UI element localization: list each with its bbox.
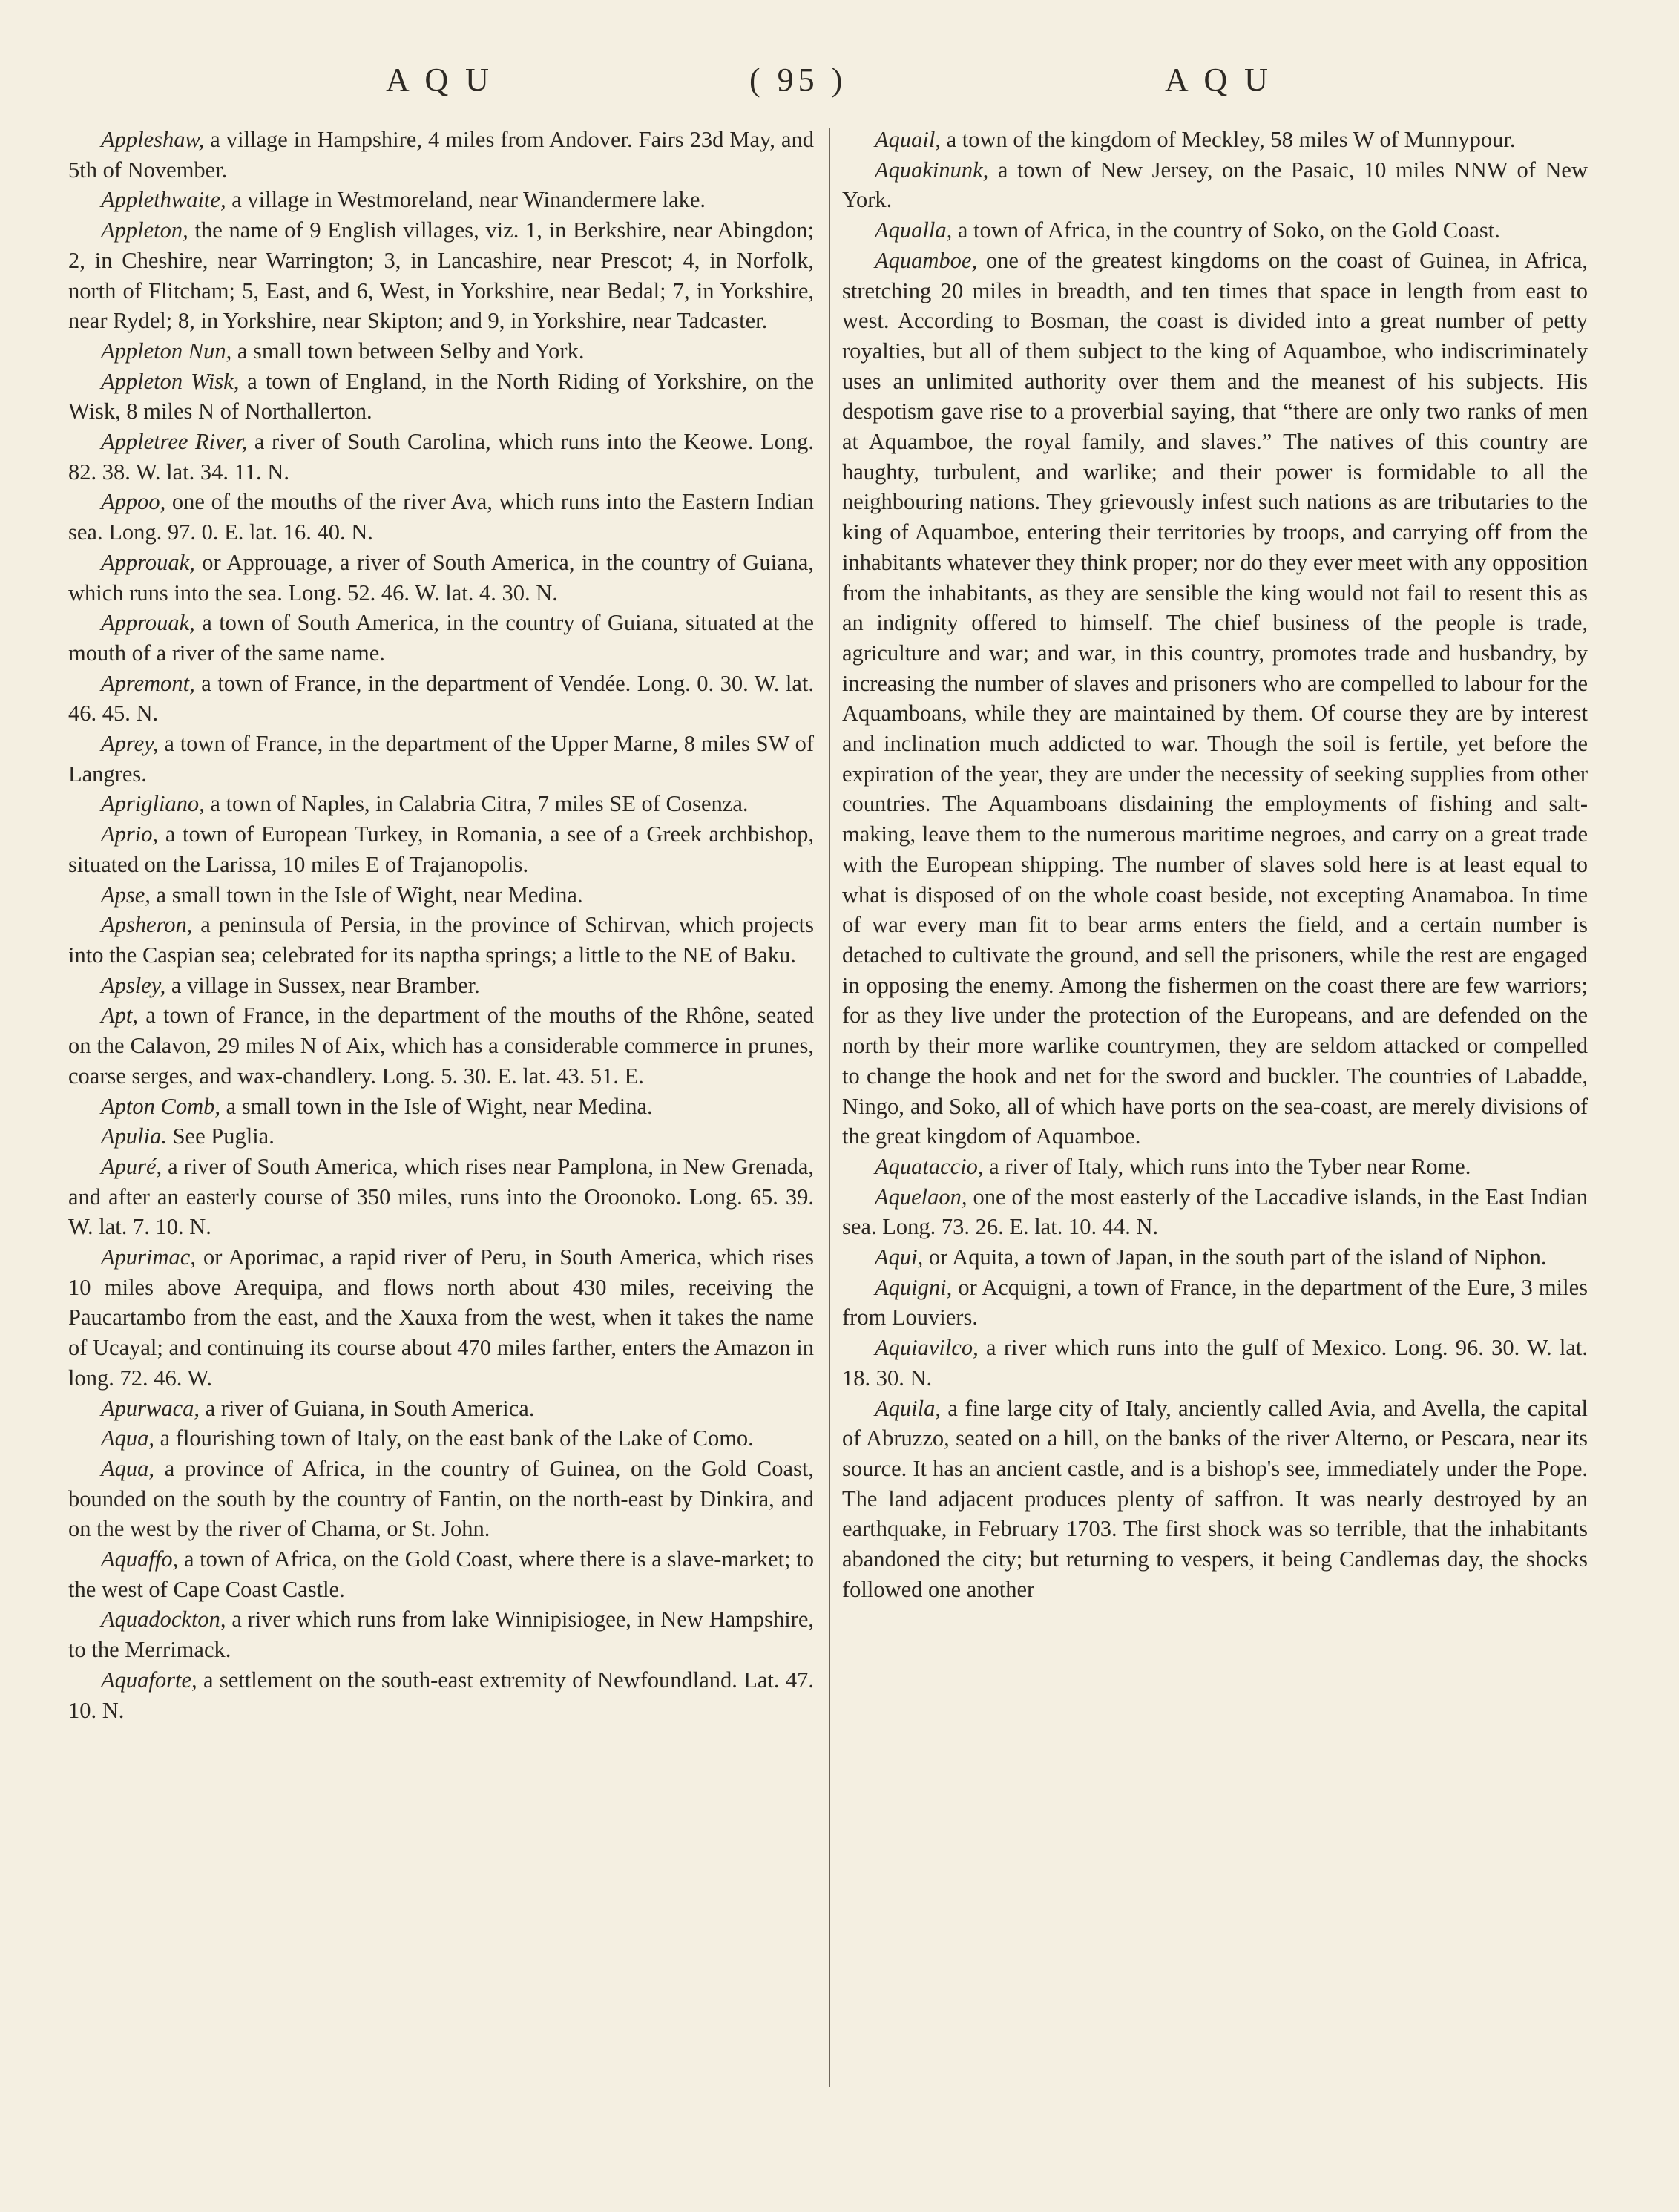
gazetteer-entry — [68, 487, 814, 547]
gazetteer-entry — [842, 1182, 1588, 1242]
entry-headword: Apremont, — [101, 670, 195, 696]
gazetteer-entry — [68, 1423, 814, 1454]
entry-headword: Applethwaite, — [101, 187, 226, 213]
entry-headword: Aqualla, — [875, 217, 953, 243]
gazetteer-entry — [68, 125, 814, 185]
gazetteer-entry — [842, 1152, 1588, 1182]
entry-text: a town of Naples, in Calabria Citra, 7 miles SE of Cosenza. — [204, 791, 749, 817]
entry-headword: Apuré, — [101, 1153, 162, 1179]
entry-headword: Approuak, — [101, 610, 195, 636]
entry-headword: Aquaffo, — [101, 1546, 179, 1572]
gazetteer-entry — [842, 155, 1588, 215]
right-column — [842, 125, 1588, 1604]
gazetteer-entry — [842, 215, 1588, 246]
entry-text: a province of Africa, in the country of Guinea, on the Gold Coast, bounded on the south by the country of Fantin, on the north-east by Dinkira, and on the west by the river of Chama, or St. John. — [68, 1455, 814, 1542]
page-number: ( 95 ) — [749, 62, 847, 98]
entry-text: a town of France, in the department of the mouths of the Rhône, seated on the Calavon, 29 miles N of Aix, which has a considerable commerce in prunes, coarse serges, and wax-chandlery. Long. 5. 30. E. lat. 43. 51. E. — [68, 1002, 814, 1089]
gazetteer-entry — [68, 548, 814, 608]
entry-text: a river which runs from lake Winnipisiogee, in New Hampshire, to the Merrimack. — [68, 1607, 814, 1663]
entry-headword: Aquakinunk, — [875, 157, 989, 183]
entry-text: a village in Westmoreland, near Winandermere lake. — [226, 187, 706, 213]
entry-headword: Apurimac, — [101, 1244, 196, 1270]
entry-headword: Approuak, — [101, 549, 195, 575]
gazetteer-entry — [68, 1394, 814, 1424]
entry-headword: Appleton Wisk, — [101, 368, 240, 394]
entry-text: a town of England, in the North Riding of Yorkshire, on the Wisk, 8 miles N of Northallerton. — [68, 368, 814, 424]
gazetteer-entry — [68, 1604, 814, 1664]
entry-text: a town of France, in the department of the Upper Marne, 8 miles SW of Langres. — [68, 731, 814, 787]
left-column — [68, 125, 814, 1725]
entry-headword: Apurwaca, — [101, 1395, 200, 1421]
entry-text: a river which runs into the gulf of Mexico. Long. 96. 30. W. lat. 18. 30. N. — [842, 1335, 1588, 1391]
gazetteer-entry — [68, 1454, 814, 1544]
entry-text: one of the most easterly of the Laccadive islands, in the East Indian sea. Long. 73. 26. E. lat. 10. 44. N. — [842, 1184, 1588, 1240]
entry-text: a town of South America, in the country of Guiana, situated at the mouth of a river of the same name. — [68, 610, 814, 666]
entry-text: or Aquita, a town of Japan, in the south part of the island of Niphon. — [923, 1244, 1547, 1270]
entry-text: a town of France, in the department of Vendée. Long. 0. 30. W. lat. 46. 45. N. — [68, 670, 814, 726]
entry-headword: Appleshaw, — [101, 127, 205, 152]
entry-headword: Aqua, — [101, 1425, 155, 1451]
gazetteer-entry — [842, 246, 1588, 1152]
entry-headword: Aprey, — [101, 731, 159, 757]
entry-headword: Aquadockton, — [101, 1607, 226, 1632]
entry-text: a settlement on the south-east extremity of Newfoundland. Lat. 47. 10. N. — [68, 1667, 814, 1723]
entry-text: a town of New Jersey, on the Pasaic, 10 miles NNW of New York. — [842, 157, 1588, 213]
gazetteer-entry — [68, 1544, 814, 1604]
entry-text: a small town in the Isle of Wight, near Medina. — [220, 1093, 653, 1119]
header-left: A Q U — [386, 62, 493, 98]
entry-text: a small town in the Isle of Wight, near Medina. — [150, 882, 583, 908]
entry-headword: Aquelaon, — [875, 1184, 967, 1210]
gazetteer-entry — [68, 1092, 814, 1122]
gazetteer-entry — [68, 427, 814, 487]
entry-headword: Aquigni, — [875, 1274, 953, 1300]
gazetteer-entry — [68, 1121, 814, 1152]
entry-headword: Aquataccio, — [875, 1153, 984, 1179]
header-right: A Q U — [1165, 62, 1272, 98]
entry-text: a village in Hampshire, 4 miles from Andover. Fairs 23d May, and 5th of November. — [68, 127, 814, 183]
entry-headword: Apt, — [101, 1002, 138, 1028]
entry-headword: Appoo, — [101, 489, 166, 515]
entry-text: a flourishing town of Italy, on the east bank of the Lake of Como. — [154, 1425, 754, 1451]
gazetteer-entry — [68, 880, 814, 910]
entry-text: a town of Africa, in the country of Soko, on the Gold Coast. — [952, 217, 1500, 243]
entry-text: or Approuage, a river of South America, in the country of Guiana, which runs into the sea. Long. 52. 46. W. lat. 4. 30. N. — [68, 549, 814, 605]
entry-headword: Aquail, — [875, 127, 941, 152]
entry-headword: Appleton Nun, — [101, 338, 232, 364]
entry-text: or Acquigni, a town of France, in the department of the Eure, 3 miles from Louviers. — [842, 1274, 1588, 1330]
entry-text: a town of the kingdom of Meckley, 58 miles W of Munnypour. — [940, 127, 1516, 152]
gazetteer-entry — [68, 608, 814, 668]
entry-headword: Aquila, — [875, 1395, 941, 1421]
entry-text: one of the greatest kingdoms on the coast of Guinea, in Africa, stretching 20 miles in breadth, and ten times that space in length from east to west. According to Bosman, the coast is divided into a great number of petty royalties, but all of them subject to the king of Aquamboe, who indiscriminately uses an unlimited authority over them and the meanest of his subjects. His despotism gave rise to a proverbial saying, that “there are only two ranks of men at Aquamboe, the royal family, and slaves.” The natives of this country are haughty, turbulent, and warlike; and their power is formidable to all the neighbouring nations. They grievously infest such nations as are tributaries to the king of Aquamboe, entering their territories by troops, and carrying off from the inhabitants whatever they think proper; nor do they ever meet with any opposition from the inhabitants, as they are sensible the king would not fail to resent this as an indignity offered to himself. The chief business of the people is trade, agriculture and war; and war, in this country, promotes trade and husbandry, by increasing the number of slaves and prisoners who are compelled to labour for the Aquamboans, while they are maintained by them. Of course they are by interest and inclination much addicted to war. Though the soil is fertile, yet before the expiration of the year, they are under the necessity of seeking supplies from other countries. The Aquamboans disdaining the employments of fishing and salt-making, leave them to the numerous maritime negroes, and carry on a great trade with the European shipping. The number of slaves sold here is at least equal to what is disposed of on the whole coast beside, not excepting Anamaboa. In time of war every man fit to bear arms enters the field, and a certain number is detached to cultivate the ground, and sell the prisoners, while the rest are engaged in opposing the enemy. Among the fishermen on the coast there are few warriors; for as they live under the protection of the Europeans, and are defended on the north by their more warlike countrymen, they are seldom attacked or compelled to change the hook and net for the sword and buckler. The countries of Labadde, Ningo, and Soko, all of which have ports on the sea-coast, are merely divisions of the great kingdom of Aquamboe. — [842, 247, 1588, 1149]
gazetteer-entry — [68, 1665, 814, 1725]
entry-text: a town of European Turkey, in Romania, a see of a Greek archbishop, situated on the Larissa, 10 miles E of Trajanopolis. — [68, 821, 814, 877]
gazetteer-entry — [68, 910, 814, 970]
gazetteer-entry — [68, 729, 814, 789]
entry-headword: Aprio, — [101, 821, 159, 847]
entry-headword: Appleton, — [101, 217, 188, 243]
column-divider — [829, 128, 830, 2087]
entry-text: a town of Africa, on the Gold Coast, where there is a slave-market; to the west of Cape Coast Castle. — [68, 1546, 814, 1602]
gazetteer-entry — [842, 1394, 1588, 1605]
entry-headword: Apse, — [101, 882, 151, 908]
entry-headword: Appletree River, — [101, 429, 248, 455]
gazetteer-entry — [842, 1273, 1588, 1333]
entry-headword: Aquaforte, — [101, 1667, 197, 1693]
entry-headword: Apton Comb, — [101, 1093, 220, 1119]
entry-text: a river of South Carolina, which runs into the Keowe. Long. 82. 38. W. lat. 34. 11. N. — [68, 429, 814, 485]
entry-text: a village in Sussex, near Bramber. — [165, 972, 480, 998]
gazetteer-entry — [68, 215, 814, 336]
entry-headword: Apsley, — [101, 972, 166, 998]
entry-headword: Apulia. — [101, 1123, 167, 1149]
entry-text: a river of South America, which rises near Pamplona, in New Grenada, and after an easterly course of 350 miles, runs into the Oroonoko. Long. 65. 39. W. lat. 7. 10. N. — [68, 1153, 814, 1240]
entry-text: or Aporimac, a rapid river of Peru, in South America, which rises 10 miles above Arequipa, and flows north about 430 miles, receiving the Paucartambo from the east, and the Xauxa from the west, when it takes the name of Ucayal; and continuing its course about 470 miles farther, enters the Amazon in long. 72. 46. W. — [68, 1244, 814, 1391]
gazetteer-entry — [68, 367, 814, 427]
gazetteer-entry — [68, 819, 814, 879]
entry-text: a river of Italy, which runs into the Tyber near Rome. — [983, 1153, 1471, 1179]
entry-text: a fine large city of Italy, anciently called Avia, and Avella, the capital of Abruzzo, seated on a hill, on the banks of the river Alterno, or Pescara, near its source. It has an ancient castle, and is a bishop's see, immediately under the Pope. The land adjacent produces plenty of saffron. It was nearly destroyed by an earthquake, in February 1703. The first shock was so terrible, that the inhabitants abandoned the city; but returning to vespers, it being Candlemas day, the shocks followed one another — [842, 1395, 1588, 1602]
entry-text: the name of 9 English villages, viz. 1, in Berkshire, near Abingdon; 2, in Cheshire, near Warrington; 3, in Lancashire, near Prescot; 4, in Norfolk, north of Flitcham; 5, East, and 6, West, in Yorkshire, near Bedal; 7, in Yorkshire, near Rydel; 8, in Yorkshire, near Skipton; and 9, in Yorkshire, near Tadcaster. — [68, 217, 814, 334]
entry-headword: Aqua, — [101, 1455, 155, 1481]
gazetteer-entry — [68, 1242, 814, 1394]
entry-text: See Puglia. — [166, 1123, 275, 1149]
entry-headword: Apsheron, — [101, 912, 193, 938]
gazetteer-entry — [68, 669, 814, 729]
entry-headword: Aquamboe, — [875, 247, 978, 273]
gazetteer-entry — [68, 336, 814, 367]
gazetteer-entry — [842, 125, 1588, 155]
entry-headword: Aprigliano, — [101, 791, 205, 817]
entry-headword: Aquiavilco, — [875, 1335, 979, 1361]
entry-headword: Aqui, — [875, 1244, 924, 1270]
gazetteer-entry — [68, 971, 814, 1001]
gazetteer-entry — [842, 1242, 1588, 1273]
gazetteer-entry — [68, 789, 814, 819]
entry-text: a river of Guiana, in South America. — [200, 1395, 535, 1421]
entry-text: a peninsula of Persia, in the province of Schirvan, which projects into the Caspian sea; celebrated for its naptha springs; a little to the NE of Baku. — [68, 912, 814, 968]
gazetteer-entry — [68, 1152, 814, 1242]
gazetteer-entry — [68, 1000, 814, 1091]
running-header — [0, 61, 1679, 105]
entry-text: a small town between Selby and York. — [231, 338, 585, 364]
entry-text: one of the mouths of the river Ava, which runs into the Eastern Indian sea. Long. 97. 0. E. lat. 16. 40. N. — [68, 489, 814, 545]
gazetteer-entry — [68, 185, 814, 215]
gazetteer-entry — [842, 1333, 1588, 1393]
